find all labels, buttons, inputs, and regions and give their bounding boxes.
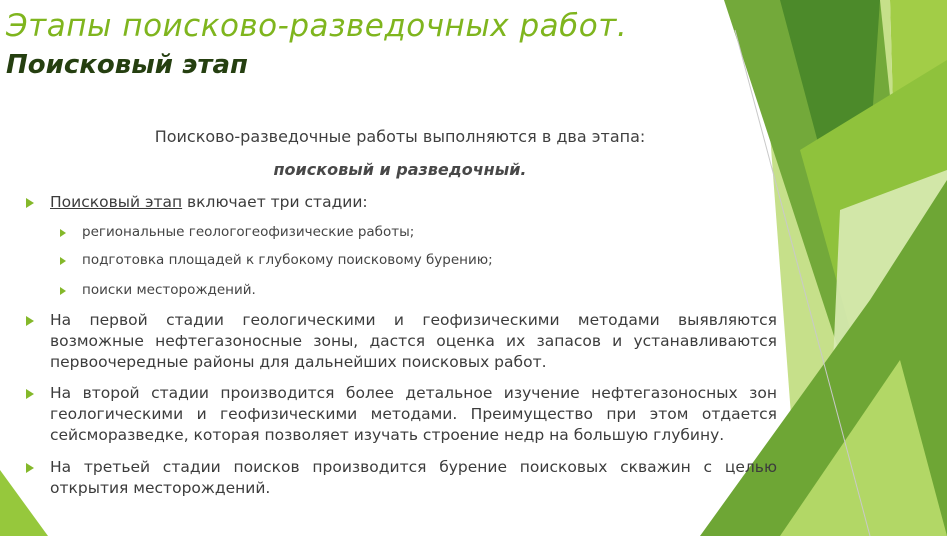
deco-left-wedge xyxy=(0,470,48,536)
bullet-third-stage: На третьей стадии поисков производится бурение поисковых скважин с целью открытия месторождений. xyxy=(50,458,777,497)
bullet-arrow-icon xyxy=(26,316,34,326)
sub-item: поиски месторождений. xyxy=(82,282,256,298)
bullet-first-stage: На первой стадии геологическими и геофизическими методами выявляются возможные нефтегазоносные зоны, дастся оценка их запасов и устанавливаются первоочередные районы для дальнейших поисковых работ. xyxy=(50,311,777,371)
bullet-arrow-icon xyxy=(26,389,34,399)
bullet-second-stage: На второй стадии производится более детальное изучение нефтегазоносных зон геологическими и геофизическими методами. Преимущество при этом отдается сейсморазведке, которая позволяет изучать строение недр на большую глубину. xyxy=(50,384,777,444)
sub-item: подготовка площадей к глубокому поисковому бурению; xyxy=(82,252,493,268)
search-stage-rest: включает три стадии: xyxy=(182,193,368,211)
search-stage-term: Поисковый этап xyxy=(50,193,183,211)
bullet-search-stage xyxy=(50,192,777,213)
slide-title: Этапы поисково-разведочных работ. xyxy=(6,8,628,44)
slide-subtitle: Поисковый этап xyxy=(6,50,248,80)
sub-bullet-arrow-icon xyxy=(60,257,66,265)
sub-item: региональные геологогеофизические работы; xyxy=(82,224,415,240)
sub-bullet-arrow-icon xyxy=(60,287,66,295)
intro-line: Поисково-разведочные работы выполняются в два этапа: xyxy=(154,127,646,146)
intro-emphasis: поисковый и разведочный. xyxy=(273,160,527,179)
bullet-arrow-icon xyxy=(26,463,34,473)
bullet-arrow-icon xyxy=(26,198,34,208)
sub-bullet-arrow-icon xyxy=(60,229,66,237)
